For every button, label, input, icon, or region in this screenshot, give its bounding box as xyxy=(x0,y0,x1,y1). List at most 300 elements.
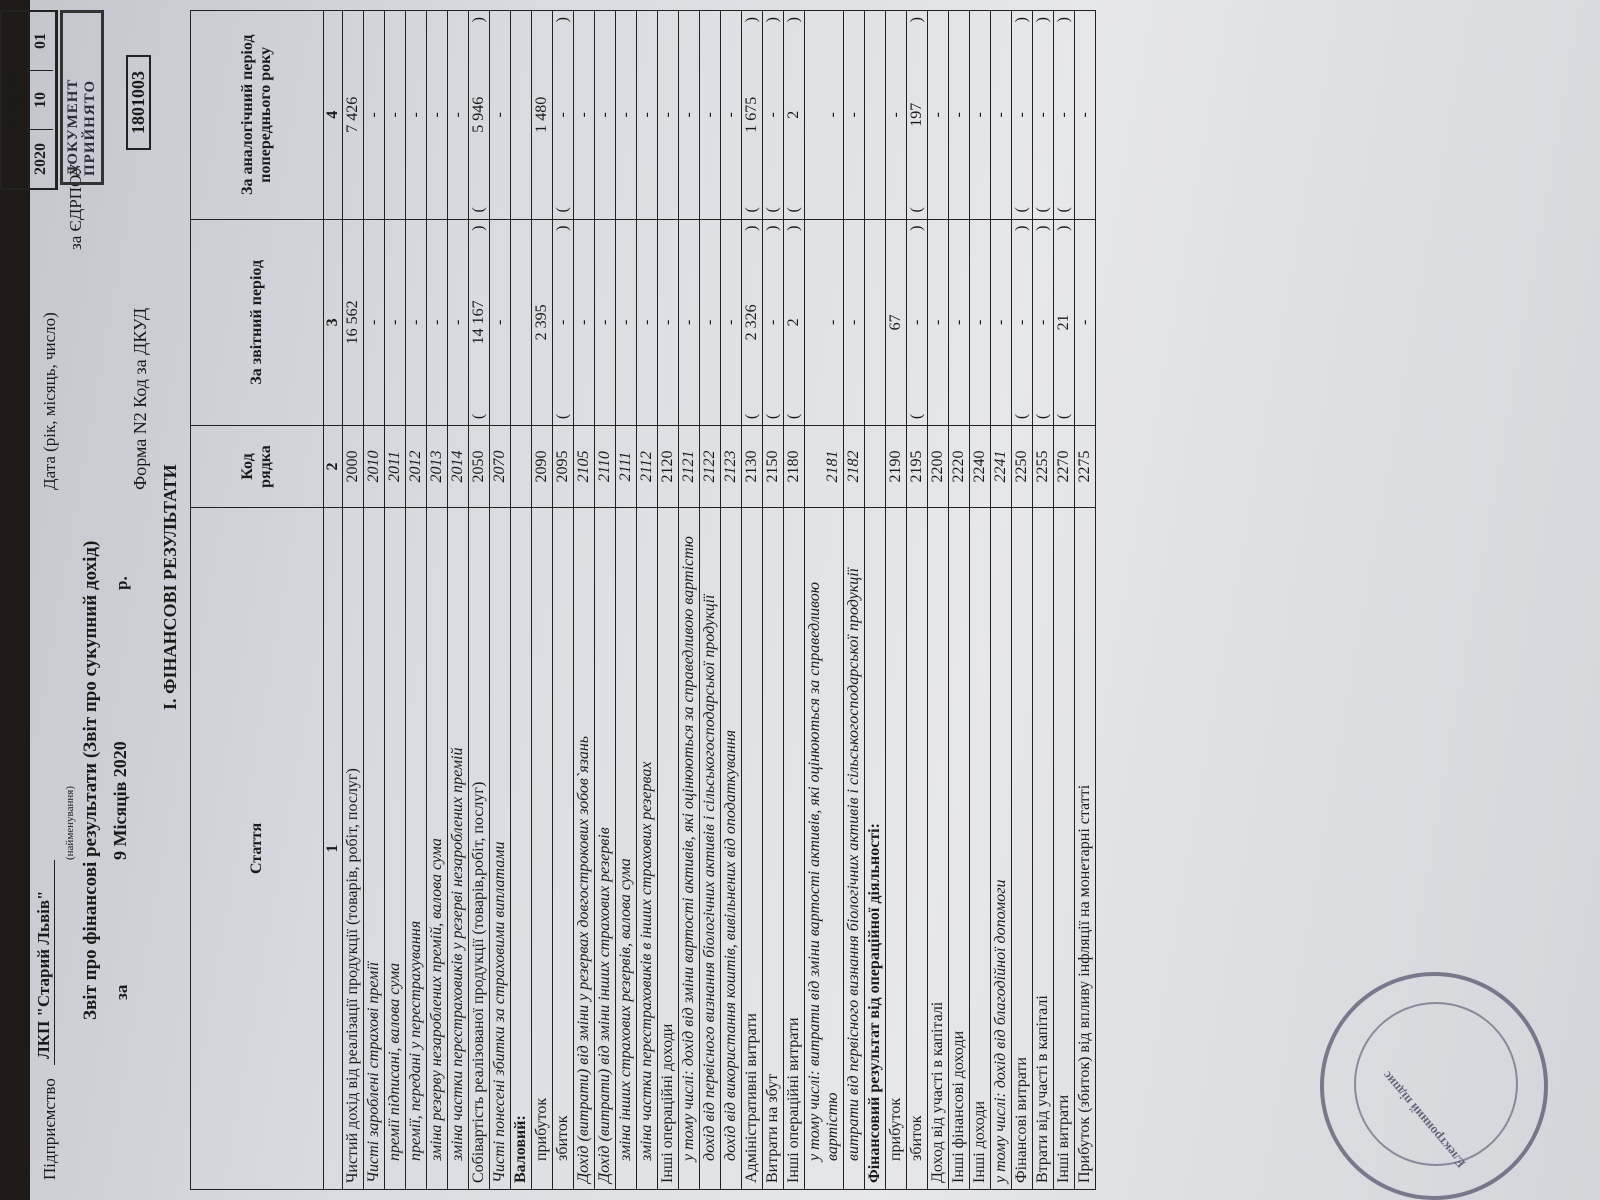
current-period xyxy=(700,219,721,426)
paren-close: ) xyxy=(1013,225,1030,231)
previous-period xyxy=(490,11,511,220)
paren-open: ( xyxy=(908,413,925,420)
row-code: 2120 xyxy=(658,426,679,508)
current-period-value: - xyxy=(428,319,445,325)
row-code: 2220 xyxy=(949,426,970,508)
col-num: 4 xyxy=(324,11,343,220)
row-code: 2012 xyxy=(406,426,427,508)
row-code xyxy=(511,426,532,508)
current-period-value: - xyxy=(638,319,655,325)
current-period xyxy=(928,219,949,426)
row-label: у тому числі: дохід від благодійної допомоги xyxy=(991,507,1012,1189)
previous-period xyxy=(1012,11,1033,220)
previous-period xyxy=(511,11,532,220)
paren-close: ) xyxy=(1013,17,1030,23)
row-code: 2014 xyxy=(448,426,469,508)
row-label: Чистий дохід від реалізації продукції (товарів, робіт, послуг) xyxy=(343,507,364,1189)
current-period xyxy=(763,219,784,426)
current-period-value: 21 xyxy=(1055,314,1072,331)
table-row xyxy=(1033,11,1054,1190)
previous-period-value: - xyxy=(992,112,1009,118)
col-num: 3 xyxy=(324,219,343,426)
header-current: За звітний період xyxy=(191,219,324,426)
paren-close: ) xyxy=(470,17,487,23)
previous-period-value: - xyxy=(887,112,904,118)
row-label: Фінансові витрати xyxy=(1012,507,1033,1189)
previous-period xyxy=(658,11,679,220)
previous-period-value: - xyxy=(929,112,946,118)
row-code: 2181 xyxy=(805,426,844,508)
current-period-value: - xyxy=(992,319,1009,325)
previous-period xyxy=(406,11,427,220)
table-row xyxy=(907,11,928,1190)
current-period xyxy=(427,219,448,426)
previous-period xyxy=(1033,11,1054,220)
current-period xyxy=(886,219,907,426)
table-row xyxy=(448,11,469,1190)
previous-period xyxy=(679,11,700,220)
paren-close: ) xyxy=(908,17,925,23)
row-label: Чисті зароблені страхові премії xyxy=(364,507,385,1189)
previous-period xyxy=(343,11,364,220)
previous-period-value: - xyxy=(971,112,988,118)
col-num: 1 xyxy=(324,507,343,1189)
paren-open: ( xyxy=(1055,207,1072,213)
row-label: Фінансовий результат від операційної діяльності: xyxy=(865,507,886,1189)
financial-report-document xyxy=(5,10,1570,1190)
row-label: зміна резерву незароблених премій, валова сума xyxy=(427,507,448,1189)
paren-close: ) xyxy=(1034,225,1051,231)
col-num: 2 xyxy=(324,426,343,508)
paren-close: ) xyxy=(743,17,760,23)
paren-open: ( xyxy=(554,207,571,213)
current-period xyxy=(532,219,553,426)
previous-period xyxy=(469,11,490,220)
paren-close: ) xyxy=(470,225,487,231)
current-period-value: 67 xyxy=(887,314,904,331)
row-label: у тому числі: дохід від зміни вартості активів, які оцінюються за справедливою вартістю xyxy=(679,507,700,1189)
row-code: 2112 xyxy=(637,426,658,508)
current-period-value: - xyxy=(971,319,988,325)
edrpou-label: за ЄДРПОУ xyxy=(66,163,85,250)
table-row xyxy=(343,11,364,1190)
column-number-row xyxy=(324,11,343,1190)
paren-close: ) xyxy=(1055,225,1072,231)
row-label: Інші доходи xyxy=(970,507,991,1189)
table-row xyxy=(511,11,532,1190)
row-label: премії, передані у перестрахування xyxy=(406,507,427,1189)
row-code: 2182 xyxy=(844,426,865,508)
table-row xyxy=(805,11,844,1190)
row-label: у тому числі: витрати від зміни вартості активів, які оцінюються за справедливою вартістю xyxy=(805,507,844,1189)
current-period-value: - xyxy=(680,319,697,325)
table-row xyxy=(886,11,907,1190)
current-period xyxy=(385,219,406,426)
row-label: витрати від первісного визнання біологічних активів і сільськогосподарської продукції xyxy=(844,507,865,1189)
row-code: 2000 xyxy=(343,426,364,508)
current-period-value: - xyxy=(491,319,508,325)
current-period-value: - xyxy=(1034,319,1051,325)
table-row xyxy=(658,11,679,1190)
row-code: 2011 xyxy=(385,426,406,508)
current-period xyxy=(679,219,700,426)
previous-period-value: - xyxy=(365,112,382,118)
date-year: 2020 xyxy=(32,143,49,175)
previous-period xyxy=(595,11,616,220)
current-period xyxy=(844,219,865,426)
paren-open: ( xyxy=(1034,413,1051,420)
period-value: 9 Місяців 2020 xyxy=(110,741,130,860)
previous-period xyxy=(886,11,907,220)
period-suffix: р. xyxy=(112,576,131,590)
paren-close: ) xyxy=(785,17,802,23)
row-label: збиток xyxy=(907,507,928,1189)
previous-period xyxy=(721,11,742,220)
previous-period xyxy=(1054,11,1075,220)
enterprise-name: ЛКП "Старий Львів" xyxy=(34,861,55,1066)
previous-period-value: - xyxy=(1076,112,1093,118)
table-row xyxy=(1075,11,1096,1190)
table-row xyxy=(385,11,406,1190)
row-code: 2180 xyxy=(784,426,805,508)
current-period-value: - xyxy=(365,319,382,325)
previous-period-value: - xyxy=(701,112,718,118)
row-label: Інші операційні доходи xyxy=(658,507,679,1189)
current-period xyxy=(490,219,511,426)
table-row xyxy=(616,11,637,1190)
current-period xyxy=(595,219,616,426)
previous-period xyxy=(637,11,658,220)
row-label: Інші операційні витрати xyxy=(784,507,805,1189)
row-code: 2105 xyxy=(574,426,595,508)
current-period-value: - xyxy=(659,319,676,325)
current-period-value: - xyxy=(701,319,718,325)
table-header-row xyxy=(191,11,324,1190)
row-code: 2121 xyxy=(679,426,700,508)
previous-period-value: - xyxy=(680,112,697,118)
row-code: 2250 xyxy=(1012,426,1033,508)
codes-box xyxy=(0,10,58,190)
previous-period xyxy=(865,11,886,220)
row-label: дохід від використання коштів, вивільнених від оподаткування xyxy=(721,507,742,1189)
form-label: Форма N2 Код за ДКУД xyxy=(130,307,150,490)
name-caption: (найменування) xyxy=(64,786,76,860)
current-period xyxy=(574,219,595,426)
row-label: збиток xyxy=(553,507,574,1189)
table-row xyxy=(532,11,553,1190)
date-month: 10 xyxy=(29,71,53,130)
previous-period-value: - xyxy=(407,112,424,118)
previous-period-value: - xyxy=(638,112,655,118)
row-label: прибуток xyxy=(886,507,907,1189)
current-period xyxy=(1012,219,1033,426)
current-period xyxy=(949,219,970,426)
table-row xyxy=(991,11,1012,1190)
current-period xyxy=(865,219,886,426)
row-label: зміна частки перестраховиків у резерві незароблених премій xyxy=(448,507,469,1189)
paren-close: ) xyxy=(743,225,760,231)
previous-period xyxy=(1075,11,1096,220)
previous-period-value: - xyxy=(722,112,739,118)
header-code: Код рядка xyxy=(191,426,324,508)
row-label: Витрати на збут xyxy=(763,507,784,1189)
row-code: 2013 xyxy=(427,426,448,508)
current-period xyxy=(907,219,928,426)
table-row xyxy=(949,11,970,1190)
current-period-value: 16 562 xyxy=(344,300,361,345)
previous-period xyxy=(427,11,448,220)
previous-period xyxy=(553,11,574,220)
previous-period-value: 7 426 xyxy=(344,96,361,133)
seal-text: Електронний підпис xyxy=(1378,1068,1469,1171)
current-period-value: - xyxy=(929,319,946,325)
paren-open: ( xyxy=(470,413,487,420)
paren-open: ( xyxy=(554,413,571,420)
header-article: Стаття xyxy=(191,507,324,1189)
dkud-code: 1801003 xyxy=(126,55,151,150)
previous-period xyxy=(364,11,385,220)
table-row xyxy=(406,11,427,1190)
row-code: 2010 xyxy=(364,426,385,508)
row-label: зміна частки перестраховиків в інших страхових резервах xyxy=(637,507,658,1189)
current-period-value: - xyxy=(449,319,466,325)
table-row xyxy=(553,11,574,1190)
paren-close: ) xyxy=(764,17,781,23)
codes-title: КОДИ xyxy=(2,12,29,188)
table-row xyxy=(595,11,616,1190)
row-label: Інші фінансові доходи xyxy=(949,507,970,1189)
previous-period-value: - xyxy=(596,112,613,118)
previous-period-value: - xyxy=(617,112,634,118)
row-label: Валовий: xyxy=(511,507,532,1189)
table-row xyxy=(928,11,949,1190)
previous-period-value: 197 xyxy=(908,102,925,127)
current-period xyxy=(364,219,385,426)
paren-open: ( xyxy=(785,413,802,420)
previous-period xyxy=(385,11,406,220)
previous-period xyxy=(844,11,865,220)
current-period-value: - xyxy=(845,319,862,325)
previous-period xyxy=(448,11,469,220)
paren-close: ) xyxy=(554,17,571,23)
current-period-value: - xyxy=(617,319,634,325)
current-period-value: 2 xyxy=(785,318,802,327)
table-row xyxy=(427,11,448,1190)
current-period xyxy=(742,219,763,426)
previous-period xyxy=(742,11,763,220)
paren-close: ) xyxy=(1055,17,1072,23)
paren-open: ( xyxy=(1013,207,1030,213)
current-period xyxy=(1054,219,1075,426)
row-code: 2195 xyxy=(907,426,928,508)
previous-period-value: 2 xyxy=(785,110,802,119)
row-code: 2111 xyxy=(616,426,637,508)
table-row xyxy=(721,11,742,1190)
row-code: 2200 xyxy=(928,426,949,508)
current-period xyxy=(658,219,679,426)
row-code: 2240 xyxy=(970,426,991,508)
current-period-value: - xyxy=(764,319,781,325)
table-row xyxy=(490,11,511,1190)
table-row xyxy=(574,11,595,1190)
row-code: 2050 xyxy=(469,426,490,508)
paren-open: ( xyxy=(1055,413,1072,420)
current-period-value: - xyxy=(908,319,925,325)
paren-open: ( xyxy=(470,207,487,213)
previous-period-value: - xyxy=(1034,112,1051,118)
current-period-value: - xyxy=(722,319,739,325)
previous-period-value: - xyxy=(428,112,445,118)
row-code: 2150 xyxy=(763,426,784,508)
current-period xyxy=(469,219,490,426)
current-period xyxy=(637,219,658,426)
previous-period xyxy=(970,11,991,220)
row-code: 2122 xyxy=(700,426,721,508)
table-row xyxy=(469,11,490,1190)
current-period-value: - xyxy=(596,319,613,325)
previous-period xyxy=(532,11,553,220)
previous-period-value: - xyxy=(386,112,403,118)
table-row xyxy=(364,11,385,1190)
previous-period-value: - xyxy=(1055,112,1072,118)
previous-period-value: - xyxy=(950,112,967,118)
accepted-stamp: ДОКУМЕНТ ПРИЙНЯТО xyxy=(60,10,104,185)
table-row xyxy=(784,11,805,1190)
previous-period-value: 1 480 xyxy=(533,96,550,133)
header-previous: За аналогічний період попереднього року xyxy=(191,11,324,220)
paren-close: ) xyxy=(1034,17,1051,23)
table-row xyxy=(844,11,865,1190)
current-period xyxy=(784,219,805,426)
paren-open: ( xyxy=(764,413,781,420)
row-code: 2123 xyxy=(721,426,742,508)
report-title: Звіт про фінансові результати (Звіт про сукупний дохід) xyxy=(80,540,101,1020)
current-period xyxy=(448,219,469,426)
previous-period xyxy=(805,11,844,220)
paren-open: ( xyxy=(908,207,925,213)
previous-period xyxy=(763,11,784,220)
paren-close: ) xyxy=(764,225,781,231)
paren-open: ( xyxy=(764,207,781,213)
current-period-value: - xyxy=(950,319,967,325)
previous-period-value: - xyxy=(764,112,781,118)
enterprise-label: Підприємство xyxy=(40,1078,59,1180)
previous-period-value: 1 675 xyxy=(743,96,760,133)
previous-period xyxy=(907,11,928,220)
row-label: Адміністративні витрати xyxy=(742,507,763,1189)
row-code: 2110 xyxy=(595,426,616,508)
current-period-value: - xyxy=(554,319,571,325)
current-period xyxy=(721,219,742,426)
previous-period-value: - xyxy=(659,112,676,118)
current-period-value: - xyxy=(824,319,841,325)
row-label: Дохід (витрати) від зміни у резервах довгострокових зобов`язань xyxy=(574,507,595,1189)
table-row xyxy=(637,11,658,1190)
table-row xyxy=(763,11,784,1190)
current-period xyxy=(406,219,427,426)
row-code: 2090 xyxy=(532,426,553,508)
table-row xyxy=(742,11,763,1190)
row-label: дохід від первісного визнання біологічних активів і сільськогосподарської продукції xyxy=(700,507,721,1189)
row-code: 2130 xyxy=(742,426,763,508)
paren-close: ) xyxy=(908,225,925,231)
row-code: 2241 xyxy=(991,426,1012,508)
paren-close: ) xyxy=(785,225,802,231)
current-period xyxy=(553,219,574,426)
row-code: 2095 xyxy=(553,426,574,508)
current-period-value: - xyxy=(1076,319,1093,325)
row-code xyxy=(865,426,886,508)
financial-results-table xyxy=(190,10,1096,1190)
previous-period xyxy=(574,11,595,220)
round-seal xyxy=(1320,972,1548,1200)
table-row xyxy=(865,11,886,1190)
paren-open: ( xyxy=(1013,413,1030,420)
previous-period xyxy=(616,11,637,220)
row-label: Втрати від участі в капіталі xyxy=(1033,507,1054,1189)
paren-close: ) xyxy=(554,225,571,231)
row-code: 2275 xyxy=(1075,426,1096,508)
previous-period-value: - xyxy=(554,112,571,118)
current-period-value: 2 395 xyxy=(533,304,550,341)
section-title: І. ФІНАНСОВІ РЕЗУЛЬТАТИ xyxy=(160,464,180,710)
row-code: 2070 xyxy=(490,426,511,508)
table-row xyxy=(679,11,700,1190)
previous-period-value: - xyxy=(1013,112,1030,118)
current-period xyxy=(805,219,844,426)
row-label: прибуток xyxy=(532,507,553,1189)
row-code: 2270 xyxy=(1054,426,1075,508)
previous-period xyxy=(700,11,721,220)
date-label: Дата (рік, місяць, число) xyxy=(40,312,59,490)
paren-open: ( xyxy=(743,207,760,213)
current-period-value: - xyxy=(575,319,592,325)
paren-open: ( xyxy=(1034,207,1051,213)
row-label: Доход від участі в капіталі xyxy=(928,507,949,1189)
row-label: Чисті понесені збитки за страховими виплатами xyxy=(490,507,511,1189)
table-row xyxy=(1012,11,1033,1190)
date-code-row xyxy=(29,12,56,188)
current-period xyxy=(511,219,532,426)
previous-period xyxy=(949,11,970,220)
previous-period-value: 5 946 xyxy=(470,96,487,133)
row-label: Собівартість реалізованої продукції (товарів,робіт, послуг) xyxy=(469,507,490,1189)
current-period xyxy=(616,219,637,426)
row-label: Інші витрати xyxy=(1054,507,1075,1189)
row-label: премії підписані, валова сума xyxy=(385,507,406,1189)
current-period-value: 14 167 xyxy=(470,300,487,345)
current-period xyxy=(343,219,364,426)
previous-period-value: - xyxy=(845,112,862,118)
current-period-value: - xyxy=(386,319,403,325)
current-period-value: - xyxy=(1013,319,1030,325)
row-label: Дохід (витрати) від зміни інших страхових резервів xyxy=(595,507,616,1189)
current-period xyxy=(1033,219,1054,426)
table-body xyxy=(343,11,1096,1190)
table-row xyxy=(700,11,721,1190)
row-code: 2255 xyxy=(1033,426,1054,508)
previous-period-value: - xyxy=(824,112,841,118)
previous-period xyxy=(928,11,949,220)
current-period-value: - xyxy=(407,319,424,325)
previous-period-value: - xyxy=(449,112,466,118)
current-period-value: 2 326 xyxy=(743,304,760,341)
table-row xyxy=(970,11,991,1190)
paren-open: ( xyxy=(785,207,802,213)
date-day: 01 xyxy=(29,12,53,71)
row-label: зміна інших страхових резервів, валова сума xyxy=(616,507,637,1189)
paren-open: ( xyxy=(743,413,760,420)
